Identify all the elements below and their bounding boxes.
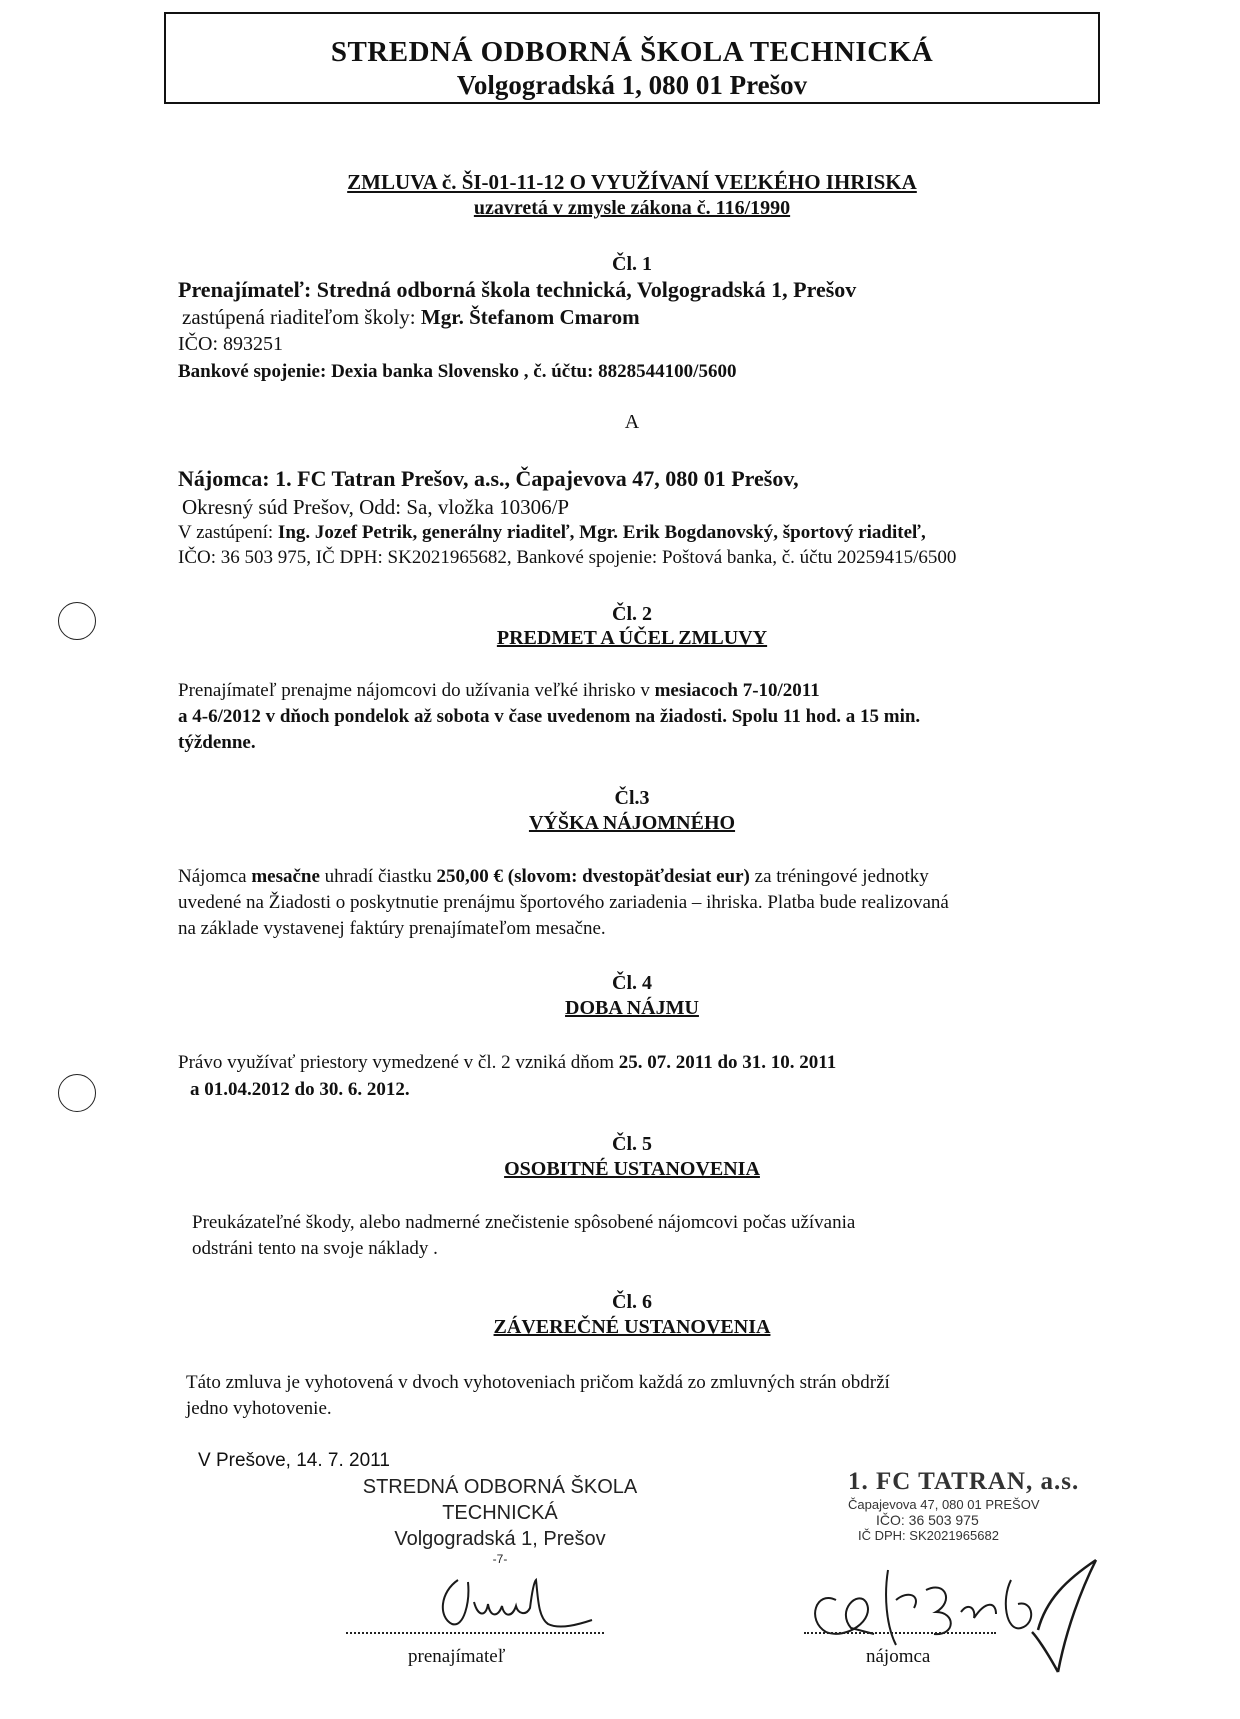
- article5-line2: odstráni tento na svoje náklady .: [192, 1238, 438, 1259]
- landlord-stamp-mark: -7-: [492, 1552, 508, 1566]
- article4-line1: [178, 1052, 836, 1074]
- contract-subtitle: uzavretá v zmysle zákona č. 116/1990: [473, 197, 791, 219]
- tenant-label: nájomca: [866, 1646, 931, 1667]
- article6-heading: ZÁVEREČNÉ USTANOVENIA: [493, 1316, 771, 1338]
- tenant-stamp-line4: IČ DPH: SK2021965682: [858, 1528, 999, 1543]
- article3-monthly: mesačne: [251, 866, 320, 887]
- article3-line1: [178, 866, 929, 888]
- landlord-signature: [430, 1562, 600, 1632]
- article5-line1: Preukázateľné škody, alebo nadmerné znečistenie spôsobené nájomcovi počas užívania: [192, 1212, 856, 1233]
- school-header-box: [164, 12, 1100, 104]
- tenant-representatives: [178, 522, 926, 544]
- landlord-bank: Bankové spojenie: Dexia banka Slovensko , č. účtu: 8828544100/5600: [178, 361, 737, 382]
- article2-months: mesiacoch 7-10/2011: [654, 680, 820, 701]
- article3-text-a: Nájomca: [178, 866, 252, 887]
- punch-hole-upper: [58, 602, 96, 640]
- landlord-stamp-line1: STREDNÁ ODBORNÁ ŠKOLA: [362, 1476, 638, 1498]
- article3-text-e: za tréningové jednotky: [749, 866, 929, 887]
- article2-line3: týždenne.: [178, 732, 256, 753]
- article2-line2: a 4-6/2012 v dňoch pondelok až sobota v čase uvedenom na žiadosti. Spolu 11 hod. a 15 min.: [178, 706, 921, 727]
- school-address: Volgogradská 1, 080 01 Prešov: [456, 70, 808, 100]
- school-name: STREDNÁ ODBORNÁ ŠKOLA TECHNICKÁ: [330, 36, 934, 68]
- landlord-representative-name: Mgr. Štefanom Cmarom: [420, 305, 640, 329]
- contract-title: ZMLUVA č. ŠI-01-11-12 O VYUŽÍVANÍ VEĽKÉHO IHRISKA: [347, 170, 917, 194]
- article4-text: Právo využívať priestory vymedzené v čl. 2 vzniká dňom: [178, 1052, 619, 1073]
- tenant-line: Nájomca: 1. FC Tatran Prešov, a.s., Čapajevova 47, 080 01 Prešov,: [178, 466, 799, 491]
- tenant-court: Okresný súd Prešov, Odd: Sa, vložka 10306/P: [182, 495, 570, 519]
- landlord-signature-line: [346, 1632, 604, 1634]
- tenant-signature-line: [804, 1632, 996, 1634]
- article3-line3: na základe vystavenej faktúry prenajímateľom mesačne.: [178, 918, 606, 939]
- article6-line1: Táto zmluva je vyhotovená v dvoch vyhotoveniach pričom každá zo zmluvných strán obdrží: [186, 1372, 890, 1393]
- article4-heading: DOBA NÁJMU: [565, 997, 699, 1019]
- place-date: V Prešove, 14. 7. 2011: [198, 1450, 390, 1471]
- article1-number: Čl. 1: [612, 253, 652, 275]
- landlord-representative: [182, 305, 640, 330]
- article3-text-c: uhradí čiastku: [319, 866, 437, 887]
- article2-line1-text: Prenajímateľ prenajme nájomcovi do užívania veľké ihrisko v: [178, 680, 655, 701]
- landlord-label: prenajímateľ: [408, 1646, 506, 1667]
- tenant-signature: [796, 1540, 1136, 1680]
- article4-line2: a 01.04.2012 do 30. 6. 2012.: [190, 1079, 410, 1100]
- landlord-line: Prenajímateľ: Stredná odborná škola technická, Volgogradská 1, Prešov: [178, 277, 857, 302]
- article4-number: Čl. 4: [612, 972, 652, 994]
- article2-number: Čl. 2: [612, 603, 652, 625]
- article3-line2: uvedené na Žiadosti o poskytnutie prenájmu športového zariadenia – ihriska. Platba bude realizovaná: [178, 892, 949, 913]
- article6-number: Čl. 6: [612, 1291, 652, 1313]
- article5-number: Čl. 5: [612, 1133, 652, 1155]
- tenant-stamp: [848, 1468, 1088, 1543]
- tenant-stamp-line2: Čapajevova 47, 080 01 PREŠOV: [848, 1497, 1040, 1512]
- parties-and: A: [624, 411, 640, 433]
- tenant-representatives-prefix: V zastúpení:: [178, 522, 278, 543]
- landlord-representative-prefix: zastúpená riaditeľom školy:: [182, 305, 421, 329]
- article3-heading: VÝŠKA NÁJOMNÉHO: [528, 812, 736, 834]
- landlord-ico: IČO: 893251: [178, 333, 283, 355]
- tenant-ids: IČO: 36 503 975, IČ DPH: SK2021965682, Bankové spojenie: Poštová banka, č. účtu 20259415/6500: [178, 547, 957, 568]
- article6-line2: jedno vyhotovenie.: [186, 1398, 332, 1419]
- article2-heading: PREDMET A ÚČEL ZMLUVY: [496, 627, 768, 649]
- tenant-stamp-line3: IČO: 36 503 975: [876, 1512, 979, 1528]
- landlord-stamp-line2: TECHNICKÁ: [442, 1502, 558, 1524]
- article3-number: Čl.3: [614, 787, 650, 809]
- article4-dates: 25. 07. 2011 do 31. 10. 2011: [618, 1052, 837, 1073]
- tenant-stamp-line1: 1. FC TATRAN, a.s.: [848, 1468, 1080, 1495]
- landlord-stamp-line3: Volgogradská 1, Prešov: [394, 1528, 606, 1550]
- landlord-stamp: [330, 1474, 670, 1566]
- article5-heading: OSOBITNÉ USTANOVENIA: [504, 1158, 760, 1180]
- punch-hole-lower: [58, 1074, 96, 1112]
- tenant-representatives-names: Ing. Jozef Petrik, generálny riaditeľ, Mgr. Erik Bogdanovský, športový riaditeľ,: [277, 522, 926, 543]
- article2-line1: [178, 680, 820, 702]
- article3-amount: 250,00 € (slovom: dvestopäťdesiat eur): [436, 866, 750, 887]
